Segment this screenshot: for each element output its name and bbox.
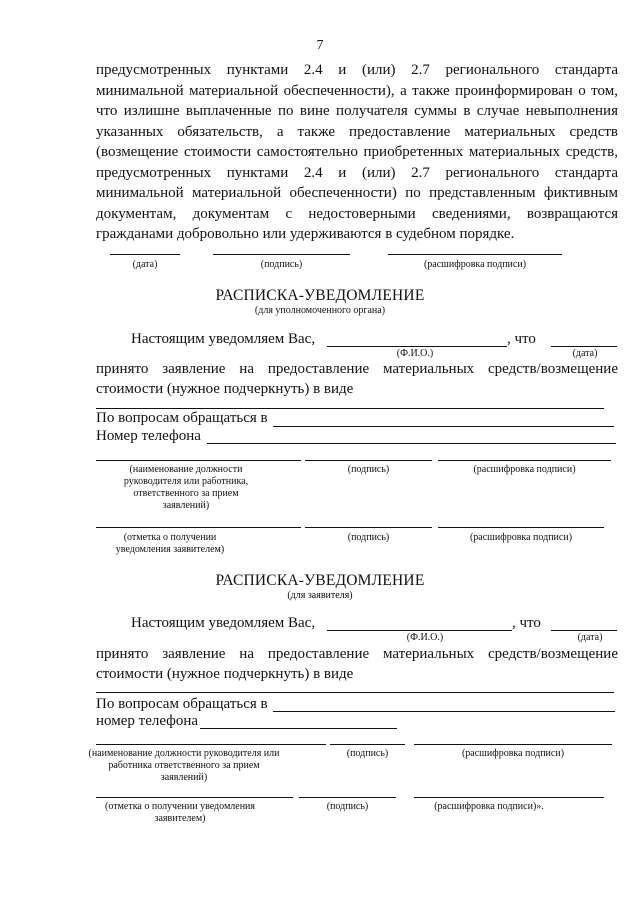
kind-input-line[interactable]: [96, 408, 604, 409]
contact-input-line[interactable]: [273, 711, 615, 712]
decoding-caption: (расшифровка подписи): [423, 259, 527, 270]
signature-line: [330, 744, 405, 745]
mark-caption: (отметка о получении уведомления заявителем): [105, 801, 256, 824]
mark-line: [96, 797, 293, 798]
decoding-caption: (расшифровка подписи): [461, 748, 565, 759]
position-caption: (наименование должности руководителя или работника, ответственного за прием заявлений): [123, 464, 249, 511]
fio-input-line[interactable]: [327, 346, 507, 347]
page-number: 7: [316, 38, 324, 53]
date-line: [110, 254, 180, 255]
contact-label: По вопросам обращаться в: [96, 696, 268, 712]
receipt-applicant-title: РАСПИСКА-УВЕДОМЛЕНИЕ: [215, 572, 425, 589]
mark-caption: (отметка о получении уведомления заявителем): [115, 532, 225, 555]
accepted-text: принято заявление на предоставление материальных средств/возмещение стоимости (нужное подчеркнуть) в виде: [96, 361, 618, 397]
signature-caption: (подпись): [347, 464, 390, 475]
receipt-organ-title: РАСПИСКА-УВЕДОМЛЕНИЕ: [215, 287, 425, 304]
phone-label: номер телефона: [96, 713, 199, 729]
fio-caption: (Ф.И.О.): [406, 632, 444, 643]
receipt-organ-subtitle: (для уполномоченного органа): [254, 305, 386, 316]
receipt-applicant-subtitle: (для заявителя): [287, 590, 353, 601]
phone-input-line[interactable]: [200, 728, 397, 729]
position-caption: (наименование должности руководителя или работника ответственного за прием заявлений): [88, 748, 280, 783]
date-caption: (дата): [572, 348, 598, 359]
decoding-caption: (расшифровка подписи): [469, 532, 573, 543]
accepted-text: принято заявление на предоставление материальных средств/возмещение стоимости (нужное подчеркнуть) в виде: [96, 646, 618, 682]
decoding-caption: (расшифровка подписи): [473, 464, 576, 475]
contact-label: По вопросам обращаться в: [96, 410, 268, 426]
phone-input-line[interactable]: [207, 443, 616, 444]
signature-caption: (подпись): [260, 259, 303, 270]
date-input-line[interactable]: [551, 630, 617, 631]
phone-label: Номер телефона: [96, 428, 201, 444]
notify-that-text: , что: [512, 615, 541, 631]
date-caption: (дата): [132, 259, 158, 270]
kind-input-line[interactable]: [96, 692, 614, 693]
notify-that-text: , что: [507, 331, 536, 347]
fio-input-line[interactable]: [327, 630, 512, 631]
mark-line: [96, 527, 301, 528]
fio-caption: (Ф.И.О.): [396, 348, 434, 359]
signature-line: [305, 460, 432, 461]
decoding-line: [388, 254, 562, 255]
signature-line: [213, 254, 350, 255]
date-caption: (дата): [577, 632, 603, 643]
signature-line: [299, 797, 396, 798]
date-input-line[interactable]: [551, 346, 617, 347]
intro-paragraph: предусмотренных пунктами 2.4 и (или) 2.7 регионального стандарта минимальной материальной обеспеченности), а также проинформирован о том, что излишне выплаченные по вине получателя суммы в случае невыполнения указанных обязательств, а также предоставление материальных средств (возмещение стоимости самостоятельно приобретенных материальных средств, предусмотренных пунктами 2.4 и (или) 2.7 регионального стандарта минимальной материальной обеспеченности) по представленным фиктивным документам, документам с недостоверными сведениями, возвращаются гражданами добровольно или удерживаются в судебном порядке.: [96, 62, 618, 242]
notify-start-text: Настоящим уведомляем Вас,: [131, 615, 316, 631]
decoding-caption: (расшифровка подписи)».: [434, 801, 544, 812]
decoding-line: [414, 744, 612, 745]
signature-line: [305, 527, 432, 528]
signature-caption: (подпись): [346, 748, 389, 759]
position-line: [96, 744, 326, 745]
notify-start-text: Настоящим уведомляем Вас,: [131, 331, 316, 347]
signature-caption: (подпись): [326, 801, 369, 812]
signature-caption: (подпись): [347, 532, 390, 543]
contact-input-line[interactable]: [273, 426, 614, 427]
decoding-line: [438, 527, 604, 528]
decoding-line: [438, 460, 611, 461]
decoding-line: [414, 797, 604, 798]
position-line: [96, 460, 301, 461]
